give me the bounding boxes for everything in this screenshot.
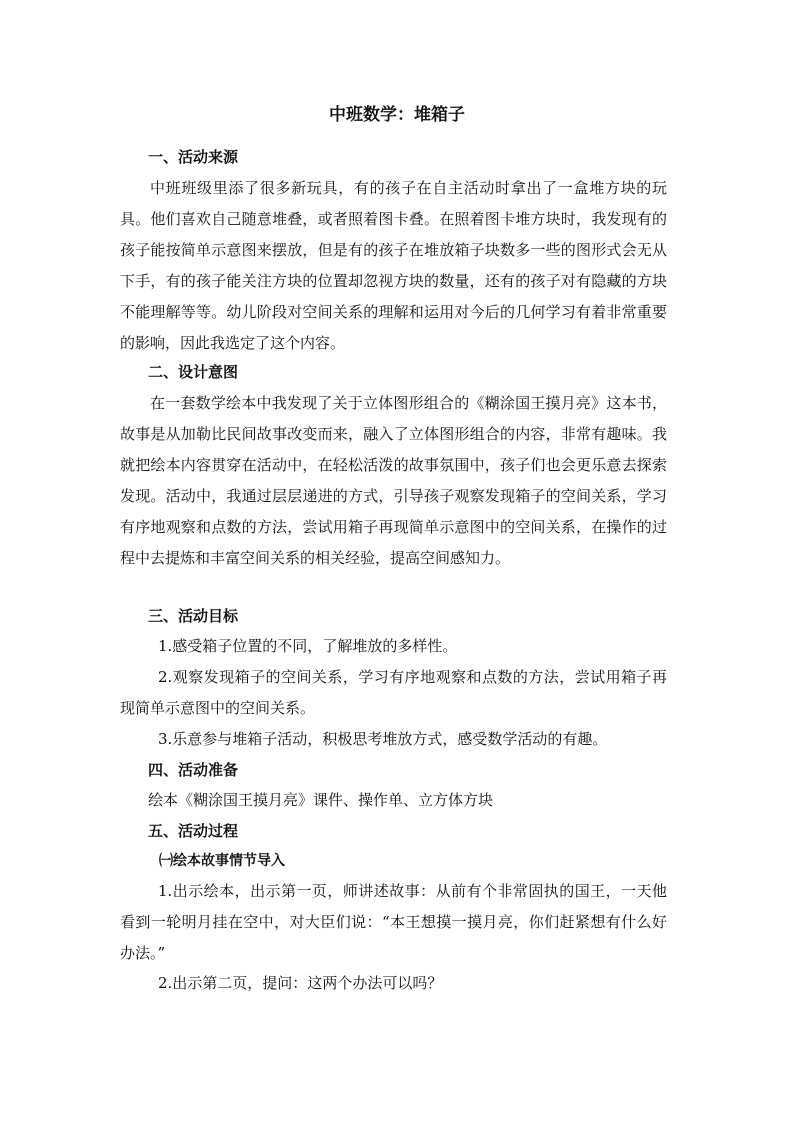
goal-item-3: 3.乐意参与堆箱子活动，积极思考堆放方式，感受数学活动的有趣。 (158, 730, 608, 748)
section-heading-design: 二、设计意图 (148, 363, 239, 381)
source-paragraph: 中班班级里添了很多新玩具，有的孩子在自主活动时拿出了一盒堆方块的玩具。他们喜欢自己随意堆叠，或者照着图卡叠。在照着图卡堆方块时，我发现有的孩子能按简单示意图来摆放，但是有的孩子在堆放箱子块数多一些的图形式会无从下手，有的孩子能关注方块的位置却忽视方块的数量，还有的孩子对有隐藏的方块不能理解等等。幼儿阶段对空间关系的理解和运用对今后的几何学习有着非常重要的影响，因此我选定了这个内容。 (120, 179, 667, 352)
section-heading-goals: 三、活动目标 (148, 607, 239, 625)
process-item-2: 2.出示第二页，提问：这两个办法可以吗？ (158, 974, 443, 992)
process-subheading: ㈠绘本故事情节导入 (159, 853, 285, 869)
section-heading-preparation: 四、活动准备 (148, 761, 239, 779)
section-heading-process: 五、活动过程 (148, 822, 239, 840)
design-paragraph: 在一套数学绘本中我发现了关于立体图形组合的《糊涂国王摸月亮》这本书，故事是从加勒比民间故事改变而来，融入了立体图形组合的内容，非常有趣味。我就把绘本内容贯穿在活动中，在轻松活泼的故事氛围中，孩子们也会更乐意去探索发现。活动中，我通过层层递进的方式，引导孩子观察发现箱子的空间关系，学习有序地观察和点数的方法，尝试用箱子再现简单示意图中的空间关系，在操作的过程中去提炼和丰富空间关系的相关经验，提高空间感知力。 (120, 394, 667, 567)
process-item-1: 1.出示绘本，出示第一页，师讲述故事：从前有个非常固执的国王，一天他看到一轮明月挂在空中，对大臣们说：“本王想摸一摸月亮，你们赶紧想有什么好办法。” (120, 882, 667, 962)
goal-item-1: 1.感受箱子位置的不同，了解堆放的多样性。 (158, 637, 458, 655)
section-heading-source: 一、活动来源 (148, 148, 239, 166)
preparation-text: 绘本《糊涂国王摸月亮》课件、操作单、立方体方块 (148, 791, 494, 809)
page-title: 中班数学：堆箱子 (329, 105, 465, 125)
goal-item-2: 2.观察发现箱子的空间关系，学习有序地观察和点数的方法，尝试用箱子再现简单示意图中的空间关系。 (120, 668, 667, 717)
